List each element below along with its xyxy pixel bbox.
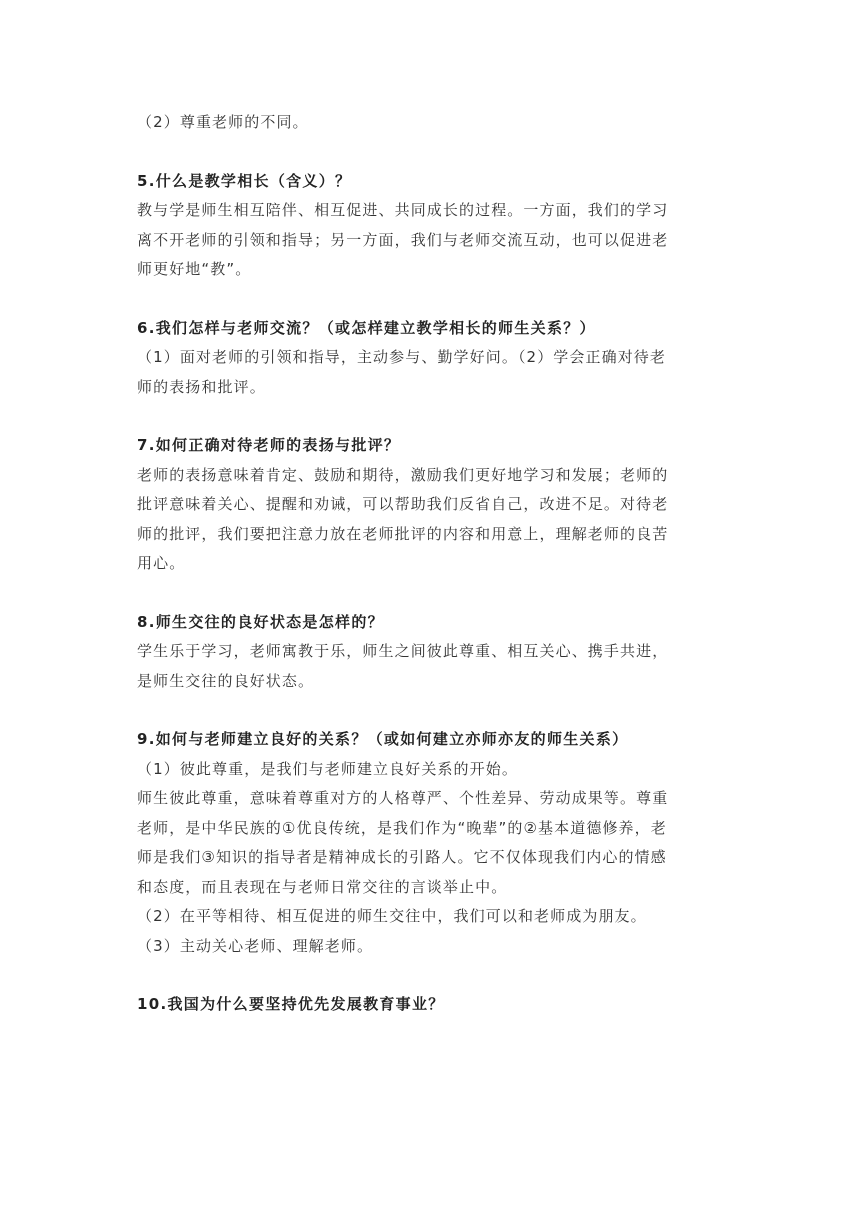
question-heading: 10.我国为什么要坚持优先发展教育事业？ xyxy=(137,995,445,1013)
answer-line: （2）在平等相待、相互促进的师生交往中，我们可以和老师成为朋友。 xyxy=(137,907,647,925)
answer-line: 离不开老师的引领和指导；另一方面，我们与老师交流互动，也可以促进老 xyxy=(137,230,669,249)
answer-line: 和态度，而且表现在与老师日常交往的言谈举止中。 xyxy=(137,877,508,896)
question-heading: 5.什么是教学相长（含义）？ xyxy=(137,171,352,190)
answer-line: （1）面对老师的引领和指导，主动参与、勤学好问。（2）学会正确对待老 xyxy=(137,348,666,366)
answer-line: 是师生交往的良好状态。 xyxy=(137,671,315,690)
intro-line: （2）尊重老师的不同。 xyxy=(137,113,309,131)
answer-line: 教与学是师生相互陪伴、相互促进、共同成长的过程。一方面，我们的学习 xyxy=(137,201,669,219)
document-page xyxy=(137,108,727,1020)
answer-line: 用心。 xyxy=(137,554,186,572)
answer-line: （3）主动关心老师、理解老师。 xyxy=(137,936,374,955)
answer-line: 师的表扬和批评。 xyxy=(137,377,266,396)
answer-line: 师更好地“教”。 xyxy=(137,260,252,278)
section-5 xyxy=(137,167,727,285)
answer-line: 学生乐于学习，老师寓教于乐，师生之间彼此尊重、相互关心、携手共进， xyxy=(137,642,669,660)
answer-line: 师的批评，我们要把注意力放在老师批评的内容和用意上，理解老师的良苦 xyxy=(137,524,669,543)
section-8 xyxy=(137,608,727,697)
answer-line: （1）彼此尊重，是我们与老师建立良好关系的开始。 xyxy=(137,759,518,778)
answer-line: 批评意味着关心、提醒和劝诫，可以帮助我们反省自己，改进不足。对待老 xyxy=(137,495,669,513)
answer-line: 老师的表扬意味着肯定、鼓励和期待，激励我们更好地学习和发展；老师的 xyxy=(137,465,669,484)
section-10 xyxy=(137,990,727,1020)
question-heading: 6.我们怎样与老师交流？（或怎样建立教学相长的师生关系？） xyxy=(137,318,596,337)
answer-line: 师是我们③知识的指导者是精神成长的引路人。它不仅体现我们内心的情感 xyxy=(137,848,667,866)
answer-line: 老师，是中华民族的①优良传统，是我们作为“晚辈”的②基本道德修养，老 xyxy=(137,818,667,837)
question-heading: 9.如何与老师建立良好的关系？（或如何建立亦师亦友的师生关系） xyxy=(137,730,629,748)
section-9 xyxy=(137,725,727,961)
question-heading: 8.师生交往的良好状态是怎样的？ xyxy=(137,612,384,631)
section-7 xyxy=(137,431,727,579)
answer-line: 师生彼此尊重，意味着尊重对方的人格尊严、个性差异、劳动成果等。尊重 xyxy=(137,789,669,807)
section-6 xyxy=(137,314,727,403)
question-heading: 7.如何正确对待老师的表扬与批评？ xyxy=(137,436,401,454)
